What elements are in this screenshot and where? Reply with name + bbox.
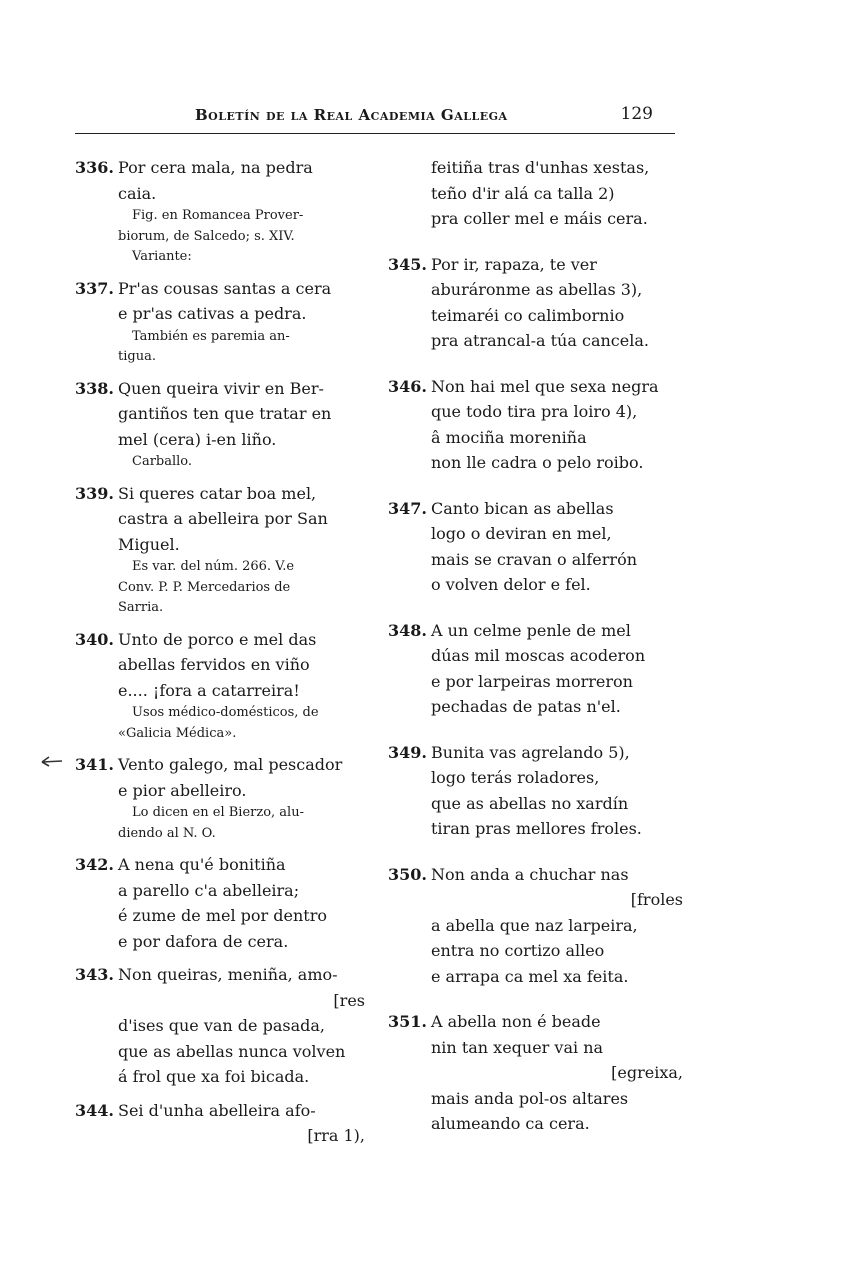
verse-line: mais se cravan o alferrón bbox=[431, 549, 638, 569]
running-header bbox=[75, 100, 675, 134]
entry-number: 350. bbox=[388, 864, 427, 884]
verse-line: pechadas de patas n'el. bbox=[431, 697, 621, 716]
annotation-line: Sarria. bbox=[118, 600, 164, 615]
verse-line: Por ir, rapaza, te ver bbox=[431, 254, 597, 274]
verse-line: entra no cortizo alleo bbox=[431, 941, 605, 960]
verse-line: feitiña tras d'unhas xestas, bbox=[431, 158, 650, 177]
entry-number: 340. bbox=[75, 629, 114, 649]
verse-line: Non queiras, meniña, amo- bbox=[118, 965, 338, 984]
entry-number: 342. bbox=[75, 855, 114, 874]
verse-line: Unto de porco e mel das bbox=[118, 629, 317, 649]
verse-line: Pr'as cousas santas a cera bbox=[118, 278, 332, 298]
annotation-line: Usos médico-domésticos, de bbox=[132, 705, 319, 720]
annotation-line: tigua. bbox=[118, 349, 156, 364]
proverb-entry bbox=[388, 252, 683, 354]
proverb-entry bbox=[388, 618, 683, 720]
verse-line: a parello c'a abelleira; bbox=[118, 880, 300, 900]
verse-line: Vento galego, mal pescador bbox=[118, 755, 343, 774]
annotation-line: Es var. del núm. 266. V.e bbox=[132, 559, 295, 574]
verse-line: abellas fervidos en viño bbox=[118, 655, 310, 674]
entry-number: 346. bbox=[388, 376, 427, 396]
proverb-entry bbox=[388, 155, 683, 232]
verse-line: logo terás roladores, bbox=[431, 768, 600, 787]
verse-line: Quen queira vivir en Ber- bbox=[118, 378, 324, 398]
verse-line: que as abellas nunca volven bbox=[118, 1041, 346, 1061]
annotation-line: «Galicia Médica». bbox=[118, 725, 237, 741]
verse-line: Non anda a chuchar nas bbox=[431, 864, 629, 884]
proverb-entry bbox=[388, 862, 683, 990]
verse-line: e por larpeiras morreron bbox=[431, 671, 633, 691]
verse-line: castra a abelleira por San bbox=[118, 509, 328, 528]
proverb-entry bbox=[388, 496, 683, 598]
verse-line: [rra 1), bbox=[307, 1126, 365, 1145]
verse-line: caia. bbox=[118, 183, 157, 203]
verse-line: [res bbox=[333, 990, 365, 1010]
verse-line: Si queres catar boa mel, bbox=[118, 483, 317, 503]
entry-number: 341. bbox=[75, 755, 114, 774]
entry-number: 337. bbox=[75, 278, 114, 298]
proverb-entry bbox=[388, 374, 683, 476]
annotation-line: biorum, de Salcedo; s. XIV. bbox=[118, 228, 295, 244]
verse-line: o volven delor e fel. bbox=[431, 575, 591, 594]
verse-line: e pior abelleiro. bbox=[118, 780, 247, 800]
verse-line: gantiños ten que tratar en bbox=[118, 404, 332, 423]
annotation-line: Fig. en Romancea Prover- bbox=[132, 208, 304, 223]
proverb-entry bbox=[388, 1009, 683, 1137]
proverb-entry bbox=[75, 627, 365, 745]
entry-number: 347. bbox=[388, 498, 427, 518]
right-column bbox=[388, 155, 683, 1157]
verse-line: e.... ¡fora a catarreira! bbox=[118, 680, 300, 700]
verse-line: [froles bbox=[630, 890, 683, 909]
verse-line: dúas mil moscas acoderon bbox=[431, 646, 646, 665]
verse-line: A abella non é beade bbox=[431, 1012, 601, 1031]
journal-title: Boletín de la Real Academia Gallega bbox=[195, 106, 508, 124]
proverb-entry bbox=[75, 276, 365, 368]
annotation-line: También es paremia an- bbox=[132, 328, 290, 344]
verse-line: que todo tira pra loiro 4), bbox=[431, 402, 638, 421]
verse-line: â mociña moreniña bbox=[431, 427, 587, 447]
verse-line: A un celme penle de mel bbox=[431, 620, 631, 640]
verse-line: tiran pras mellores froles. bbox=[431, 819, 642, 838]
proverb-entry bbox=[75, 481, 365, 619]
entry-number: 351. bbox=[388, 1012, 427, 1031]
verse-line: que as abellas no xardín bbox=[431, 793, 629, 813]
proverb-entry bbox=[388, 740, 683, 842]
verse-line: alumeando ca cera. bbox=[431, 1114, 590, 1133]
entry-number: 339. bbox=[75, 483, 114, 503]
verse-line: A nena qu'é bonitiña bbox=[118, 855, 286, 874]
verse-line: teimaréi co calimbornio bbox=[431, 305, 625, 325]
proverb-entry bbox=[75, 1098, 365, 1149]
header-rule bbox=[75, 133, 675, 134]
proverb-entry bbox=[75, 852, 365, 954]
verse-line: e pr'as cativas a pedra. bbox=[118, 304, 307, 323]
verse-line: aburáronme as abellas 3), bbox=[431, 280, 643, 299]
verse-line: e arrapa ca mel xa feita. bbox=[431, 966, 629, 986]
verse-line: d'ises que van de pasada, bbox=[118, 1016, 325, 1035]
proverb-entry bbox=[75, 752, 365, 844]
verse-line: logo o deviran en mel, bbox=[431, 524, 612, 543]
proverb-entry bbox=[75, 376, 365, 473]
pencil-arrow-mark-icon bbox=[40, 752, 64, 772]
verse-line: e por dafora de cera. bbox=[118, 931, 289, 951]
verse-line: Miguel. bbox=[118, 534, 180, 554]
left-column bbox=[75, 155, 365, 1157]
verse-line: pra coller mel e máis cera. bbox=[431, 209, 648, 228]
annotation-line: Variante: bbox=[132, 249, 192, 264]
verse-line: Bunita vas agrelando 5), bbox=[431, 742, 630, 762]
verse-line: Canto bican as abellas bbox=[431, 498, 614, 518]
verse-line: Sei d'unha abelleira afo- bbox=[118, 1100, 316, 1120]
verse-line: é zume de mel por dentro bbox=[118, 906, 327, 925]
entry-number: 338. bbox=[75, 378, 114, 398]
entry-number: 348. bbox=[388, 620, 427, 640]
verse-line: pra atrancal-a túa cancela. bbox=[431, 331, 649, 350]
proverb-entry bbox=[75, 155, 365, 268]
entry-number: 336. bbox=[75, 158, 114, 177]
verse-line: Por cera mala, na pedra bbox=[118, 158, 313, 177]
annotation-line: Lo dicen en el Bierzo, alu- bbox=[132, 805, 304, 820]
entry-number: 349. bbox=[388, 742, 427, 762]
page-number: 129 bbox=[620, 104, 653, 124]
verse-line: [egreixa, bbox=[611, 1063, 683, 1082]
entry-number: 343. bbox=[75, 965, 114, 984]
verse-line: teño d'ir alá ca talla 2) bbox=[431, 183, 615, 203]
verse-line: nin tan xequer vai na bbox=[431, 1037, 604, 1057]
verse-line: á frol que xa foi bicada. bbox=[118, 1067, 310, 1086]
verse-line: mais anda pol-os altares bbox=[431, 1088, 629, 1108]
verse-line: non lle cadra o pelo roibo. bbox=[431, 453, 644, 472]
verse-line: a abella que naz larpeira, bbox=[431, 915, 638, 935]
proverb-entry bbox=[75, 962, 365, 1090]
entry-number: 345. bbox=[388, 254, 427, 274]
annotation-line: Carballo. bbox=[132, 454, 193, 469]
annotation-line: diendo al N. O. bbox=[118, 825, 216, 841]
verse-line: Non hai mel que sexa negra bbox=[431, 376, 659, 396]
verse-line: mel (cera) i-en liño. bbox=[118, 429, 277, 449]
annotation-line: Conv. P. P. Mercedarios de bbox=[118, 579, 291, 595]
entry-number: 344. bbox=[75, 1100, 114, 1120]
